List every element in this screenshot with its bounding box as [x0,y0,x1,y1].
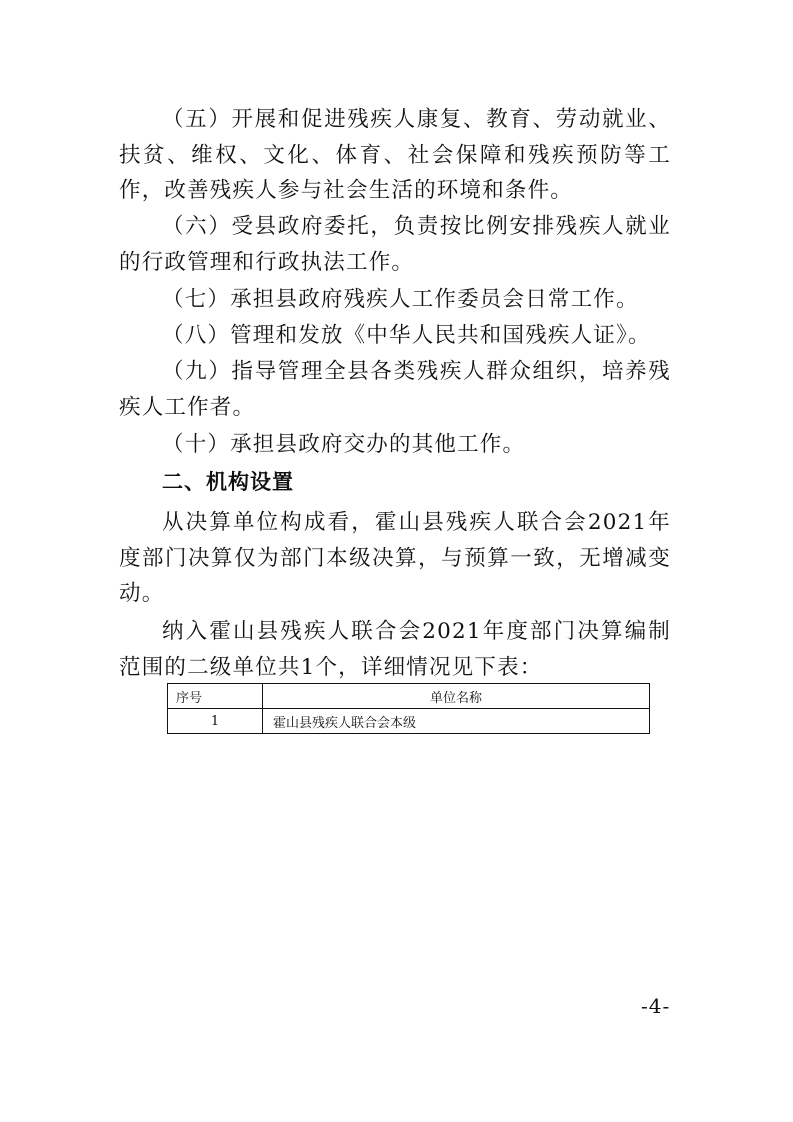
table-cell-index: 1 [168,709,263,734]
table-header-row [168,684,650,709]
paragraph-duty-6: （六）受县政府委托，负责按比例安排残疾人就业的行政管理和行政执法工作。 [119,214,671,275]
table-row [168,709,650,734]
paragraph-duty-10: （十）承担县政府交办的其他工作。 [162,432,526,457]
table-header-index: 序号 [168,684,263,709]
table-header-unit-name: 单位名称 [263,684,650,709]
table-cell-unit-name: 霍山县残疾人联合会本级 [263,709,650,734]
paragraph-duty-9: （九）指导管理全县各类残疾人群众组织，培养残疾人工作者。 [119,359,671,420]
units-table [167,683,650,734]
paragraph-duty-7: （七）承担县政府残疾人工作委员会日常工作。 [162,287,639,312]
paragraph-duty-5: （五）开展和促进残疾人康复、教育、劳动就业、扶贫、维权、文化、体育、社会保障和残疾预防等工作，改善残疾人参与社会生活的环境和条件。 [119,107,671,203]
paragraph-structure: 从决算单位构成看，霍山县残疾人联合会2021年度部门决算仅为部门本级决算，与预算一致，无增减变动。 [119,510,671,606]
section-heading-organization: 二、机构设置 [162,470,294,494]
paragraph-scope: 纳入霍山县残疾人联合会2021年度部门决算编制范围的二级单位共1个，详细情况见下表： [119,619,671,680]
paragraph-duty-8: （八）管理和发放《中华人民共和国残疾人证》。 [162,323,651,348]
page-number: -4- [641,994,671,1018]
